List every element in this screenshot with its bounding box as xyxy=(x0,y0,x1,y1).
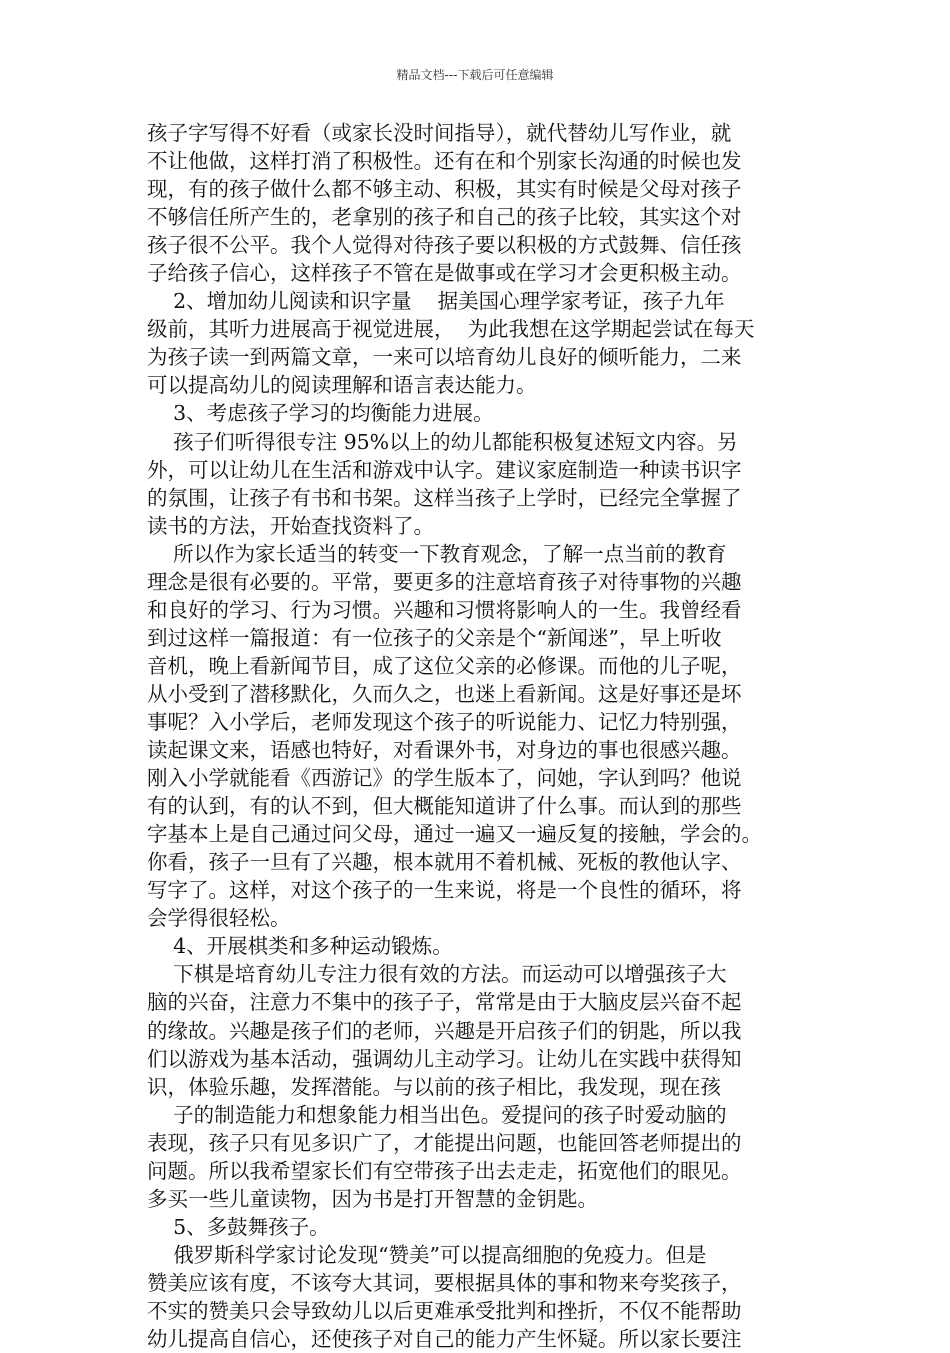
text-line: 不让他做，这样打消了积极性。还有在和个别家长沟通的时候也发 xyxy=(147,149,742,174)
text-line: 外，可以让幼儿在生活和游戏中认字。建议家庭制造一种读书识字 xyxy=(147,457,742,482)
text-line: 和良好的学习、行为习惯。兴趣和习惯将影响人的一生。我曾经看 xyxy=(147,597,742,622)
text-line: 3、考虑孩子学习的均衡能力进展。 xyxy=(147,401,494,426)
text-line: 多买一些儿童读物，因为书是打开智慧的金钥匙。 xyxy=(147,1186,598,1211)
page-header: 精品文档---下载后可任意编辑 xyxy=(396,68,554,82)
text-line: 事呢？入小学后，老师发现这个孩子的听说能力、记忆力特别强， xyxy=(147,709,742,734)
text-line: 表现，孩子只有见多识广了，才能提出问题，也能回答老师提出的 xyxy=(147,1130,742,1155)
text-line: 读书的方法，开始查找资料了。 xyxy=(147,513,434,538)
text-line: 理念是很有必要的。平常，要更多的注意培育孩子对待事物的兴趣 xyxy=(147,569,742,594)
text-line: 所以作为家长适当的转变一下教育观念，了解一点当前的教育 xyxy=(147,541,727,566)
text-line: 写字了。这样，对这个孩子的一生来说，将是一个良性的循环，将 xyxy=(147,878,742,903)
text-line: 子给孩子信心，这样孩子不管在是做事或在学习才会更积极主动。 xyxy=(147,261,742,286)
text-line: 你看，孩子一旦有了兴趣，根本就用不着机械、死板的教他认字、 xyxy=(147,850,742,875)
text-line: 5、多鼓舞孩子。 xyxy=(147,1214,330,1239)
text-line: 到过这样一篇报道：有一位孩子的父亲是个“新闻迷”，早上听收 xyxy=(147,625,722,650)
text-line: 孩子很不公平。我个人觉得对待孩子要以积极的方式鼓舞、信任孩 xyxy=(147,233,742,258)
text-line: 不实的赞美只会导致幼儿以后更难承受批判和挫折，不仅不能帮助 xyxy=(147,1298,742,1323)
text-line: 孩子们听得很专注 95%以上的幼儿都能积极复述短文内容。另 xyxy=(147,429,738,454)
text-line: 脑的兴奋，注意力不集中的孩子子，常常是由于大脑皮层兴奋不起 xyxy=(147,990,742,1015)
text-line: 孩子字写得不好看（或家长没时间指导），就代替幼儿写作业，就 xyxy=(147,121,732,145)
text-line: 下棋是培育幼儿专注力很有效的方法。而运动可以增强孩子大 xyxy=(147,962,727,987)
text-line: 2、增加幼儿阅读和识字量 据美国心理学家考证，孩子九年 xyxy=(147,289,725,314)
text-line: 4、开展棋类和多种运动锻炼。 xyxy=(147,934,453,959)
text-line: 幼儿提高自信心，还使孩子对自己的能力产生怀疑。所以家长要注 xyxy=(147,1327,742,1352)
text-line: 级前，其听力进展高于视觉进展， 为此我想在这学期起尝试在每天 xyxy=(147,317,755,342)
text-line: 音机，晚上看新闻节目，成了这位父亲的必修课。而他的儿子呢， xyxy=(147,653,742,678)
text-line: 俄罗斯科学家讨论发现“赞美”可以提高细胞的免疫力。但是 xyxy=(147,1242,707,1267)
text-line: 可以提高幼儿的阅读理解和语言表达能力。 xyxy=(147,373,537,398)
text-line: 赞美应该有度，不该夸大其词，要根据具体的事和物来夸奖孩子， xyxy=(147,1270,742,1295)
text-line: 从小受到了潜移默化，久而久之，也迷上看新闻。这是好事还是坏 xyxy=(147,681,742,706)
text-line: 现，有的孩子做什么都不够主动、积极，其实有时候是父母对孩子 xyxy=(147,177,742,202)
text-line: 们以游戏为基本活动，强调幼儿主动学习。让幼儿在实践中获得知 xyxy=(147,1046,742,1071)
text-line: 刚入小学就能看《西游记》的学生版本了，问她，字认到吗？他说 xyxy=(147,766,742,791)
text-line: 为孩子读一到两篇文章，一来可以培育幼儿良好的倾听能力，二来 xyxy=(147,345,742,370)
text-line: 不够信任所产生的，老拿别的孩子和自己的孩子比较，其实这个对 xyxy=(147,205,742,230)
text-line: 读起课文来，语感也特好，对看课外书，对身边的事也很感兴趣。 xyxy=(147,738,742,763)
text-line: 有的认到，有的认不到，但大概能知道讲了什么事。而认到的那些 xyxy=(147,794,742,819)
text-line: 的缘故。兴趣是孩子们的老师，兴趣是开启孩子们的钥匙，所以我 xyxy=(147,1018,742,1043)
text-line: 字基本上是自己通过问父母，通过一遍又一遍反复的接触，学会的。 xyxy=(147,822,762,847)
text-line: 问题。所以我希望家长们有空带孩子出去走走，拓宽他们的眼见。 xyxy=(147,1158,742,1183)
text-line: 会学得很轻松。 xyxy=(147,906,291,931)
text-line: 识，体验乐趣，发挥潜能。与以前的孩子相比，我发现，现在孩 xyxy=(147,1074,721,1099)
text-line: 子的制造能力和想象能力相当出色。爱提问的孩子时爱动脑的 xyxy=(147,1102,727,1127)
text-line: 的氛围，让孩子有书和书架。这样当孩子上学时，已经完全掌握了 xyxy=(147,485,742,510)
document-body xyxy=(147,119,817,1353)
